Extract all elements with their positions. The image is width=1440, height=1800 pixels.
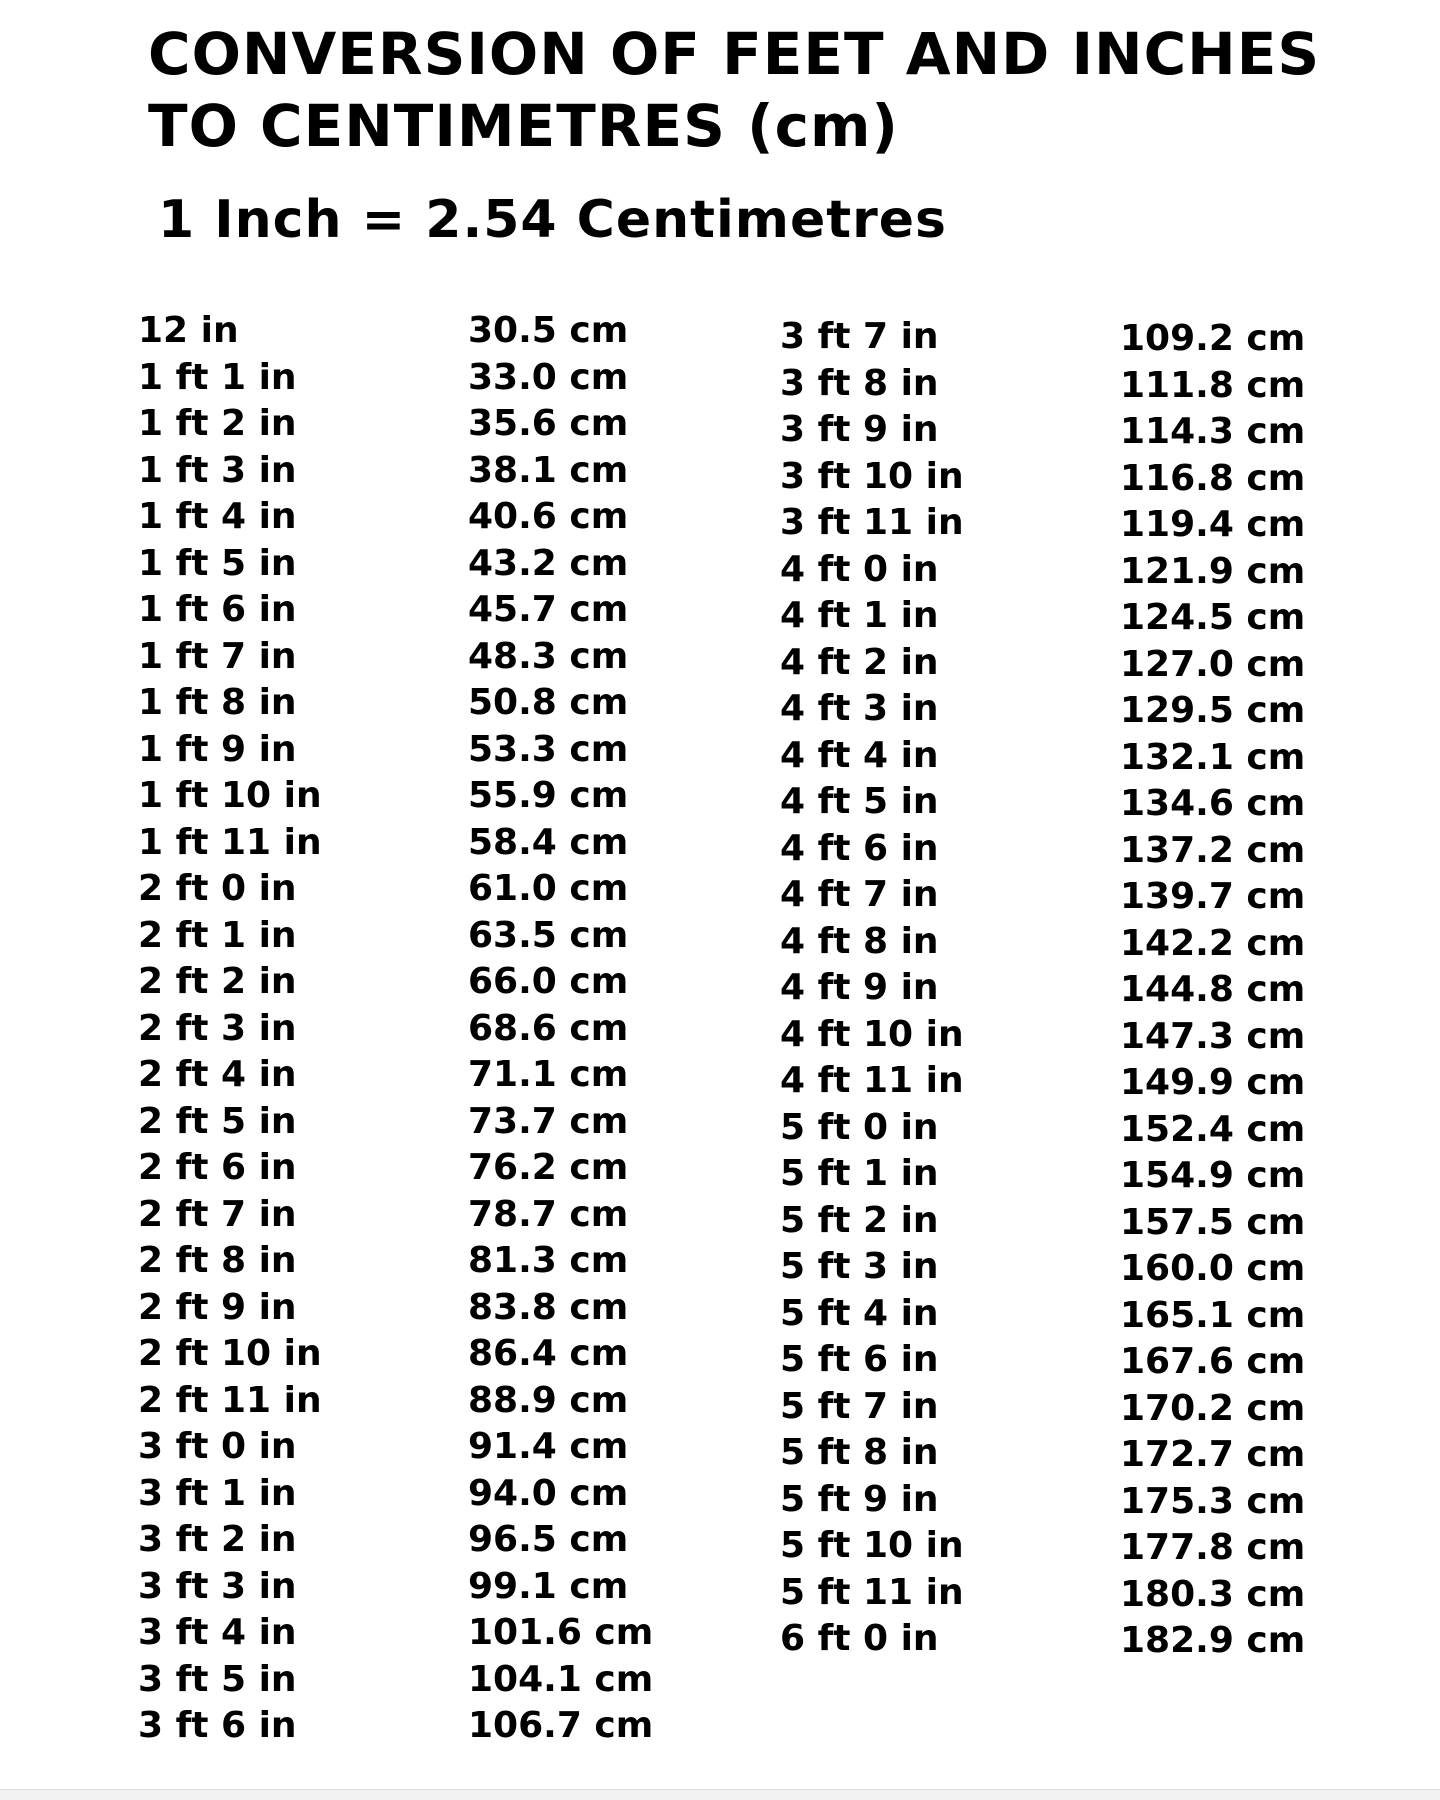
imperial-value: 3 ft 1 in [138, 1472, 297, 1514]
imperial-value: 5 ft 9 in [780, 1478, 939, 1520]
imperial-value: 3 ft 9 in [780, 409, 939, 450]
metric-value: 129.5 cm [1120, 690, 1306, 731]
imperial-value: 2 ft 6 in [138, 1147, 297, 1188]
imperial-value: 3 ft 4 in [138, 1612, 297, 1653]
metric-value: 137.2 cm [1120, 829, 1306, 871]
imperial-value: 5 ft 11 in [780, 1571, 964, 1613]
metric-value: 91.4 cm [468, 1426, 629, 1467]
imperial-value: 1 ft 4 in [138, 496, 297, 537]
metric-value: 53.3 cm [468, 728, 629, 770]
metric-value: 81.3 cm [468, 1240, 629, 1281]
imperial-value: 5 ft 2 in [780, 1199, 939, 1241]
metric-value: 182.9 cm [1120, 1620, 1306, 1661]
imperial-value: 2 ft 3 in [138, 1007, 297, 1049]
imperial-value: 4 ft 7 in [780, 874, 939, 915]
metric-value: 149.9 cm [1120, 1062, 1306, 1103]
metric-value: 142.2 cm [1120, 922, 1306, 964]
metric-value: 78.7 cm [468, 1193, 629, 1235]
imperial-value: 5 ft 4 in [780, 1292, 939, 1334]
imperial-value: 2 ft 11 in [138, 1379, 322, 1421]
imperial-value: 3 ft 0 in [138, 1426, 297, 1467]
metric-value: 170.2 cm [1120, 1387, 1306, 1429]
metric-value: 119.4 cm [1120, 504, 1306, 545]
metric-value: 45.7 cm [468, 589, 629, 630]
imperial-value: 1 ft 10 in [138, 775, 322, 816]
metric-value: 38.1 cm [468, 449, 629, 491]
metric-value: 101.6 cm [468, 1612, 654, 1653]
imperial-value: 4 ft 1 in [780, 595, 939, 636]
metric-value: 83.8 cm [468, 1286, 629, 1328]
imperial-value: 4 ft 9 in [780, 967, 939, 1008]
imperial-column-2 [780, 314, 964, 1663]
imperial-value: 5 ft 7 in [780, 1385, 939, 1427]
imperial-value: 2 ft 7 in [138, 1193, 297, 1235]
imperial-value: 4 ft 6 in [780, 827, 939, 869]
imperial-value: 4 ft 2 in [780, 641, 939, 683]
metric-value: 139.7 cm [1120, 876, 1306, 917]
imperial-value: 4 ft 11 in [780, 1060, 964, 1101]
imperial-column-1 [138, 308, 322, 1750]
metric-value: 63.5 cm [468, 914, 629, 956]
imperial-value: 5 ft 0 in [780, 1106, 939, 1148]
imperial-value: 12 in [138, 310, 239, 351]
page-title: CONVERSION OF FEET AND INCHES TO CENTIMETRES (cm) [148, 20, 1321, 160]
imperial-value: 6 ft 0 in [780, 1618, 939, 1659]
metric-value: 121.9 cm [1120, 550, 1306, 592]
metric-value: 73.7 cm [468, 1100, 629, 1142]
imperial-value: 3 ft 5 in [138, 1658, 297, 1700]
conversion-factor: 1 Inch = 2.54 Centimetres [158, 190, 947, 250]
metric-value: 132.1 cm [1120, 736, 1306, 778]
metric-value: 30.5 cm [468, 310, 629, 351]
imperial-value: 1 ft 8 in [138, 682, 297, 723]
metric-value: 94.0 cm [468, 1472, 629, 1514]
imperial-value: 1 ft 1 in [138, 356, 297, 398]
metric-value: 111.8 cm [1120, 364, 1306, 406]
imperial-value: 5 ft 8 in [780, 1432, 939, 1473]
imperial-value: 2 ft 1 in [138, 914, 297, 956]
imperial-value: 3 ft 8 in [780, 362, 939, 404]
metric-value: 88.9 cm [468, 1379, 629, 1421]
metric-value: 154.9 cm [1120, 1155, 1306, 1196]
imperial-value: 4 ft 4 in [780, 734, 939, 776]
imperial-value: 1 ft 11 in [138, 821, 322, 863]
metric-value: 160.0 cm [1120, 1248, 1306, 1289]
imperial-value: 3 ft 7 in [780, 316, 939, 357]
imperial-value: 1 ft 7 in [138, 635, 297, 677]
imperial-value: 2 ft 0 in [138, 868, 297, 909]
metric-value: 76.2 cm [468, 1147, 629, 1188]
imperial-value: 1 ft 3 in [138, 449, 297, 491]
metric-value: 109.2 cm [1120, 318, 1306, 359]
imperial-value: 3 ft 6 in [138, 1705, 297, 1746]
imperial-value: 2 ft 5 in [138, 1100, 297, 1142]
metric-value: 144.8 cm [1120, 969, 1306, 1010]
imperial-value: 4 ft 3 in [780, 688, 939, 729]
metric-value: 116.8 cm [1120, 457, 1306, 499]
metric-value: 124.5 cm [1120, 597, 1306, 638]
imperial-value: 3 ft 11 in [780, 502, 964, 543]
metric-value: 167.6 cm [1120, 1341, 1306, 1382]
metric-value: 99.1 cm [468, 1565, 629, 1607]
imperial-value: 2 ft 9 in [138, 1286, 297, 1328]
metric-value: 104.1 cm [468, 1658, 654, 1700]
imperial-value: 1 ft 5 in [138, 542, 297, 584]
metric-value: 43.2 cm [468, 542, 629, 584]
imperial-value: 4 ft 5 in [780, 781, 939, 822]
metric-value: 66.0 cm [468, 961, 629, 1002]
imperial-value: 5 ft 3 in [780, 1246, 939, 1287]
imperial-value: 5 ft 10 in [780, 1525, 964, 1566]
imperial-value: 5 ft 1 in [780, 1153, 939, 1194]
metric-value: 114.3 cm [1120, 411, 1306, 452]
imperial-value: 3 ft 3 in [138, 1565, 297, 1607]
imperial-value: 2 ft 10 in [138, 1333, 322, 1374]
imperial-value: 3 ft 2 in [138, 1519, 297, 1560]
metric-value: 71.1 cm [468, 1054, 629, 1095]
imperial-value: 2 ft 4 in [138, 1054, 297, 1095]
imperial-value: 2 ft 2 in [138, 961, 297, 1002]
metric-value: 58.4 cm [468, 821, 629, 863]
metric-value: 175.3 cm [1120, 1480, 1306, 1522]
metric-value: 180.3 cm [1120, 1573, 1306, 1615]
imperial-value: 4 ft 0 in [780, 548, 939, 590]
imperial-value: 1 ft 2 in [138, 403, 297, 444]
metric-value: 106.7 cm [468, 1705, 654, 1746]
metric-value: 147.3 cm [1120, 1015, 1306, 1057]
metric-value: 127.0 cm [1120, 643, 1306, 685]
imperial-value: 4 ft 10 in [780, 1013, 964, 1055]
imperial-value: 1 ft 6 in [138, 589, 297, 630]
metric-value: 165.1 cm [1120, 1294, 1306, 1336]
metric-column-1 [468, 308, 653, 1750]
metric-value: 68.6 cm [468, 1007, 629, 1049]
imperial-value: 3 ft 10 in [780, 455, 964, 497]
imperial-value: 4 ft 8 in [780, 920, 939, 962]
metric-value: 48.3 cm [468, 635, 629, 677]
metric-value: 40.6 cm [468, 496, 629, 537]
metric-value: 172.7 cm [1120, 1434, 1306, 1475]
metric-value: 86.4 cm [468, 1333, 629, 1374]
metric-value: 33.0 cm [468, 356, 629, 398]
metric-value: 157.5 cm [1120, 1201, 1306, 1243]
metric-value: 61.0 cm [468, 868, 629, 909]
imperial-value: 1 ft 9 in [138, 728, 297, 770]
metric-value: 50.8 cm [468, 682, 629, 723]
metric-value: 134.6 cm [1120, 783, 1306, 824]
metric-value: 152.4 cm [1120, 1108, 1306, 1150]
metric-column-2 [1120, 316, 1305, 1665]
metric-value: 96.5 cm [468, 1519, 629, 1560]
metric-value: 55.9 cm [468, 775, 629, 816]
imperial-value: 5 ft 6 in [780, 1339, 939, 1380]
metric-value: 177.8 cm [1120, 1527, 1306, 1568]
metric-value: 35.6 cm [468, 403, 629, 444]
bottom-border [0, 1789, 1440, 1800]
imperial-value: 2 ft 8 in [138, 1240, 297, 1281]
